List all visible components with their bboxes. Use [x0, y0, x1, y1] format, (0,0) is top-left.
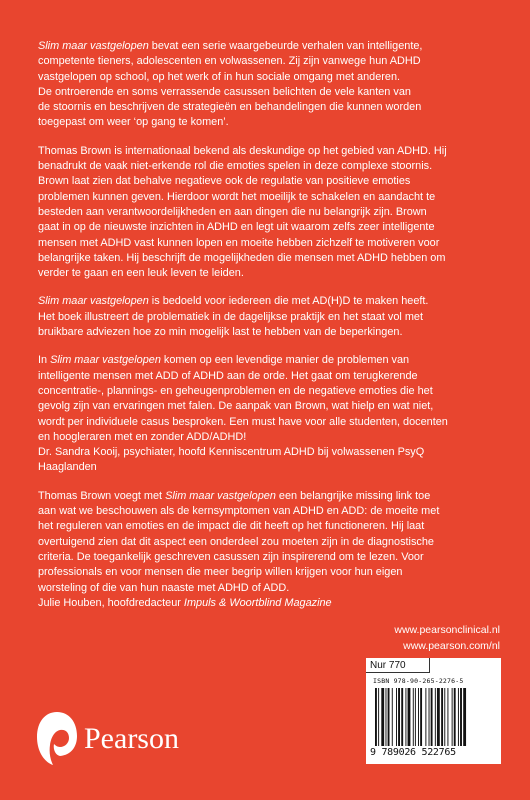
blurb-line [38, 353, 500, 368]
blurb-line [38, 100, 500, 115]
blurb-line [38, 430, 500, 445]
blurb-line [38, 266, 500, 281]
blurb-text-segment: Haaglanden [38, 461, 97, 474]
barcode-bar [386, 688, 387, 746]
barcode-bar [429, 688, 430, 746]
blurb-line [38, 550, 500, 565]
barcode-bar [452, 688, 453, 746]
blurb-text-segment: concentratie-, plannings- en geheugenproblemen en de negatieve emoties die het [38, 384, 433, 397]
blurb-line [38, 489, 500, 504]
italic-title-text: Slim maar vastgelopen [165, 489, 276, 502]
barcode-bar [463, 688, 466, 746]
blurb-line [38, 144, 500, 159]
barcode-bar [437, 688, 440, 746]
blurb-line [38, 190, 500, 205]
blurb-text-segment: het reguleren van emoties en de impact die dit heeft op het functioneren. Hij laat [38, 520, 425, 533]
blurb-paragraph [38, 294, 500, 340]
blurb-text-segment: professionals en voor mensen die meer begrip willen krijgen voor hun eigen [38, 566, 403, 579]
barcode-bar [441, 688, 443, 746]
blurb-line [38, 159, 500, 174]
blurb-line [38, 115, 500, 130]
blurb-text-segment: benadrukt de vaak niet-erkende rol die emoties spelen in deze complexe stoornis. [38, 160, 433, 173]
barcode-bar [396, 688, 397, 746]
barcode-bar [413, 688, 414, 746]
barcode-bar [435, 688, 436, 746]
italic-title-text: Slim maar vastgelopen [50, 354, 161, 367]
blurb-text-segment: Het boek illustreert de problematiek in de dagelijkse praktijk en het staat vol met [38, 310, 424, 323]
blurb-line [38, 294, 500, 309]
blurb-line [38, 174, 500, 189]
italic-title-text: Impuls & Woortblind Magazine [183, 596, 332, 609]
blurb-text-segment: bevat een serie waargebeurde verhalen van intelligente, [148, 40, 423, 52]
blurb-line [38, 70, 500, 85]
blurb-text-segment: Thomas Brown is internationaal bekend als deskundige op het gebied van ADHD. Hij [38, 144, 447, 157]
blurb-text [38, 39, 500, 624]
blurb-text-segment: De ontroerende en soms verrassende casussen belichten de vele kanten van [38, 85, 411, 98]
blurb-line [38, 85, 500, 100]
blurb-text-segment: verder te gaan en een leuk leven te leiden. [38, 267, 244, 280]
barcode-bar [418, 688, 419, 746]
blurb-line [38, 325, 500, 340]
blurb-text-segment: gevolg zijn van ervaringen met falen. De aanpak van Brown, wat hielp en wat niet, [38, 400, 434, 413]
barcode-bars [375, 688, 491, 746]
blurb-text-segment: de stoornis en beschrijven de strategieën en behandelingen die kunnen worden [38, 101, 422, 114]
isbn-label: ISBN 978-90-265-2276-5 [373, 677, 464, 685]
blurb-text-segment: worsteling of die van hun naaste met ADHD of ADD. [38, 581, 290, 594]
blurb-line [38, 581, 500, 596]
blurb-line [38, 369, 500, 384]
blurb-text-segment: intelligente mensen met ADD of ADHD aan de orde. Het gaat om terugkerende [38, 369, 418, 382]
barcode-bar [381, 688, 384, 746]
barcode-bar [388, 688, 390, 746]
barcode-bar [458, 688, 459, 746]
blurb-text-segment: In [38, 354, 51, 367]
blurb-line [38, 384, 500, 399]
blurb-text-segment: Julie Houben, hoofdredacteur [38, 596, 184, 609]
barcode-digits: 9 789026 522765 [370, 747, 456, 758]
blurb-text-segment: besteden aan verantwoordelijkheden en aan dingen die nu belangrijk zijn. Brown [38, 205, 427, 218]
url-pearson-link[interactable]: www.pearson.com/nl [403, 640, 500, 652]
pearson-wordmark: Pearson [84, 722, 179, 755]
barcode-bar [420, 688, 422, 746]
barcode-bar [415, 688, 416, 746]
pearson-logo [36, 709, 179, 767]
italic-title-text: Slim maar vastgelopen [38, 295, 149, 308]
blurb-text-segment: gaat in op de nieuwste inzichten in ADHD en legt uit waarom zelfs zeer intelligente [38, 221, 435, 234]
blurb-line [38, 460, 500, 475]
publisher-urls [394, 622, 500, 654]
blurb-text-segment: Dr. Sandra Kooij, psychiater, hoofd Kenniscentrum ADHD bij volwassenen PsyQ [38, 446, 425, 459]
blurb-text-segment: belangrijke taken. Hij beschrijft de mogelijkheden die mensen met ADHD hebben om [38, 251, 446, 264]
blurb-line [38, 596, 500, 611]
barcode-bar [460, 688, 462, 746]
blurb-text-segment: wordt per individuele casus besproken. Een must have voor alle studenten, docenten [38, 415, 448, 428]
blurb-text-segment: en hoogleraren met en zonder ADD/ADHD! [38, 430, 247, 443]
barcode-bar [444, 688, 445, 746]
blurb-line [38, 54, 500, 69]
blurb-line [38, 236, 500, 251]
blurb-text-segment: Brown laat zien dat behalve negatieve ook de regulatie van positieve emoties [38, 175, 411, 188]
blurb-text-segment: bruikbare adviezen hoe zo min mogelijk last te hebben van de beperkingen. [38, 326, 403, 339]
barcode-bar [392, 688, 393, 746]
barcode-bar [405, 688, 406, 746]
blurb-text-segment: competente tieners, adolescenten en volwassenen. Zij zijn vanwege hun ADHD [38, 55, 421, 68]
isbn-barcode-box [366, 658, 501, 764]
barcode-bar [378, 688, 379, 746]
blurb-text-segment: overtuigend zien dat dit aspect een onderdeel zou moeten zijn in de diagnostische [38, 535, 434, 548]
blurb-paragraph [38, 144, 500, 282]
blurb-line [38, 565, 500, 580]
blurb-text-segment: komen op een levendige manier de problemen van [160, 354, 410, 367]
italic-title-text: Slim maar vastgelopen [38, 40, 149, 52]
barcode-bar [408, 688, 411, 746]
blurb-line [38, 535, 500, 550]
barcode-bar [375, 688, 377, 746]
blurb-text-segment: Thomas Brown voegt met [38, 489, 166, 502]
blurb-line [38, 220, 500, 235]
blurb-line [38, 504, 500, 519]
barcode-bar [425, 688, 426, 746]
barcode-bar [401, 688, 403, 746]
blurb-line [38, 310, 500, 325]
blurb-paragraph [38, 489, 500, 611]
blurb-line [38, 445, 500, 460]
blurb-line [38, 399, 500, 414]
blurb-text-segment: is bedoeld voor iedereen die met AD(H)D te maken heeft. [148, 295, 429, 308]
barcode-bar [454, 688, 456, 746]
url-pearsonclinical-link[interactable]: www.pearsonclinical.nl [394, 624, 500, 636]
barcode-bar [398, 688, 400, 746]
nur-code: Nur 770 [366, 658, 430, 673]
blurb-text-segment: mensen met ADHD vast kunnen lopen en moeite hebben zichzelf te motiveren voor [38, 236, 440, 249]
blurb-text-segment: een belangrijke missing link toe [275, 489, 431, 502]
blurb-text-segment: problemen kunnen geven. Hierdoor wordt het moeilijk te schakelen en aandacht te [38, 190, 436, 203]
barcode-bar [431, 688, 433, 746]
blurb-line [38, 39, 500, 54]
blurb-line [38, 415, 500, 430]
barcode-bar [447, 688, 448, 746]
blurb-text-segment: vastgelopen op school, op het werk of in hun sociale omgang met anderen. [38, 70, 401, 83]
blurb-line [38, 519, 500, 534]
pearson-p-logo-icon [36, 709, 78, 767]
blurb-text-segment: toegepast om weer ‘op gang te komen’. [38, 116, 229, 129]
blurb-line [38, 205, 500, 220]
blurb-paragraph [38, 39, 500, 131]
blurb-paragraph [38, 353, 500, 475]
blurb-line [38, 251, 500, 266]
blurb-text-segment: criteria. De toegankelijk geschreven casussen zijn inspirerend om te lezen. Voor [38, 550, 424, 563]
blurb-text-segment: aan wat we beschouwen als de kernsymptomen van ADHD en ADD: de moeite met [38, 505, 440, 518]
